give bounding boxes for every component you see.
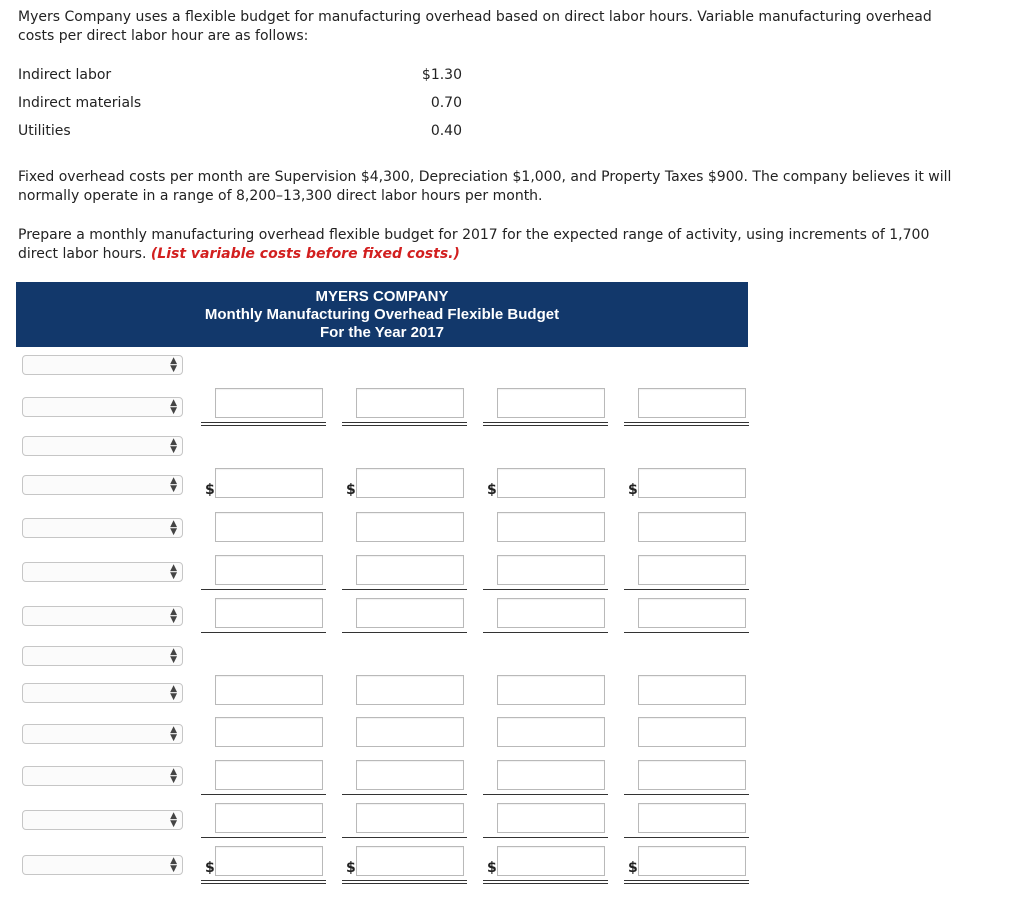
- single-underline: [483, 794, 608, 795]
- line-item-dropdown[interactable]: [22, 518, 183, 538]
- amount-input[interactable]: [215, 388, 323, 418]
- line-item-dropdown[interactable]: [22, 355, 183, 375]
- amount-input[interactable]: [497, 717, 605, 747]
- cost-row-indirect-materials: [18, 95, 478, 115]
- amount-input[interactable]: [638, 803, 746, 833]
- line-item-dropdown[interactable]: [22, 606, 183, 626]
- amount-input[interactable]: [215, 598, 323, 628]
- double-underline: [624, 422, 749, 423]
- amount-input[interactable]: [356, 803, 464, 833]
- up-down-arrows-icon: ▲ ▼: [170, 398, 177, 416]
- amount-input[interactable]: [497, 846, 605, 876]
- double-underline: [483, 425, 608, 426]
- line-item-dropdown[interactable]: [22, 436, 183, 456]
- budget-period: For the Year 2017: [320, 324, 444, 341]
- line-item-dropdown[interactable]: [22, 475, 183, 495]
- cost-row-indirect-labor: [18, 67, 478, 87]
- line-item-dropdown[interactable]: [22, 810, 183, 830]
- double-underline: [201, 880, 326, 881]
- amount-input[interactable]: [638, 598, 746, 628]
- amount-input[interactable]: [356, 717, 464, 747]
- amount-input[interactable]: [497, 555, 605, 585]
- instructions-note: (List variable costs before fixed costs.): [150, 246, 460, 262]
- amount-input[interactable]: [356, 512, 464, 542]
- amount-input[interactable]: [215, 846, 323, 876]
- line-item-dropdown[interactable]: [22, 646, 183, 666]
- single-underline: [624, 837, 749, 838]
- single-underline: [342, 794, 467, 795]
- amount-input[interactable]: [638, 760, 746, 790]
- single-underline: [624, 589, 749, 590]
- up-down-arrows-icon: ▲ ▼: [170, 476, 177, 494]
- amount-input[interactable]: [356, 598, 464, 628]
- double-underline: [342, 422, 467, 423]
- double-underline: [483, 880, 608, 881]
- instructions-main: Prepare a monthly manufacturing overhead flexible budget for 2017 for the expected range of activity, using increments of 1,700 direct labor hours.: [18, 227, 930, 262]
- amount-input[interactable]: [497, 388, 605, 418]
- dollar-sign: $: [487, 482, 497, 498]
- cost-value: $1.30: [421, 67, 462, 83]
- amount-input[interactable]: [497, 598, 605, 628]
- single-underline: [483, 837, 608, 838]
- amount-input[interactable]: [215, 512, 323, 542]
- cost-label: Indirect materials: [18, 95, 142, 111]
- double-underline: [342, 883, 467, 884]
- amount-input[interactable]: [638, 468, 746, 498]
- line-item-dropdown[interactable]: [22, 683, 183, 703]
- amount-input[interactable]: [497, 760, 605, 790]
- single-underline: [483, 589, 608, 590]
- cost-value: 0.40: [430, 123, 462, 139]
- amount-input[interactable]: [356, 760, 464, 790]
- amount-input[interactable]: [638, 388, 746, 418]
- instructions-text: [18, 226, 958, 264]
- amount-input[interactable]: [638, 717, 746, 747]
- up-down-arrows-icon: ▲ ▼: [170, 607, 177, 625]
- single-underline: [342, 632, 467, 633]
- fixed-costs-text: Fixed overhead costs per month are Supervision $4,300, Depreciation $1,000, and Property Taxes $900. The company believes it will normally operate in a range of 8,200–13,300 direct labor hours per month.: [18, 169, 952, 204]
- single-underline: [483, 632, 608, 633]
- up-down-arrows-icon: ▲ ▼: [170, 767, 177, 785]
- amount-input[interactable]: [356, 555, 464, 585]
- amount-input[interactable]: [497, 803, 605, 833]
- amount-input[interactable]: [215, 555, 323, 585]
- dollar-sign: $: [628, 860, 638, 876]
- intro-text: Myers Company uses a flexible budget for manufacturing overhead based on direct labor hours. Variable manufacturing overhead costs per direct labor hour are as follows:: [18, 9, 932, 44]
- up-down-arrows-icon: ▲ ▼: [170, 563, 177, 581]
- line-item-dropdown[interactable]: [22, 562, 183, 582]
- single-underline: [201, 837, 326, 838]
- up-down-arrows-icon: ▲ ▼: [170, 519, 177, 537]
- up-down-arrows-icon: ▲ ▼: [170, 856, 177, 874]
- line-item-dropdown[interactable]: [22, 397, 183, 417]
- up-down-arrows-icon: ▲ ▼: [170, 811, 177, 829]
- double-underline: [483, 883, 608, 884]
- line-item-dropdown[interactable]: [22, 855, 183, 875]
- double-underline: [483, 422, 608, 423]
- single-underline: [342, 589, 467, 590]
- dollar-sign: $: [487, 860, 497, 876]
- amount-input[interactable]: [215, 717, 323, 747]
- cost-row-utilities: [18, 123, 478, 143]
- up-down-arrows-icon: ▲ ▼: [170, 356, 177, 374]
- double-underline: [201, 883, 326, 884]
- amount-input[interactable]: [638, 675, 746, 705]
- budget-header-banner: [16, 282, 748, 347]
- company-name: MYERS COMPANY: [315, 288, 449, 305]
- amount-input[interactable]: [497, 512, 605, 542]
- dollar-sign: $: [346, 482, 356, 498]
- double-underline: [342, 880, 467, 881]
- cost-label: Utilities: [18, 123, 71, 139]
- amount-input[interactable]: [638, 846, 746, 876]
- up-down-arrows-icon: ▲ ▼: [170, 647, 177, 665]
- amount-input[interactable]: [497, 468, 605, 498]
- single-underline: [624, 794, 749, 795]
- dollar-sign: $: [205, 482, 215, 498]
- single-underline: [201, 589, 326, 590]
- double-underline: [201, 422, 326, 423]
- single-underline: [201, 794, 326, 795]
- dollar-sign: $: [628, 482, 638, 498]
- double-underline: [624, 425, 749, 426]
- up-down-arrows-icon: ▲ ▼: [170, 684, 177, 702]
- double-underline: [342, 425, 467, 426]
- up-down-arrows-icon: ▲ ▼: [170, 437, 177, 455]
- single-underline: [201, 632, 326, 633]
- single-underline: [342, 837, 467, 838]
- amount-input[interactable]: [638, 555, 746, 585]
- dollar-sign: $: [346, 860, 356, 876]
- cost-label: Indirect labor: [18, 67, 112, 83]
- line-item-dropdown[interactable]: [22, 766, 183, 786]
- double-underline: [624, 883, 749, 884]
- amount-input[interactable]: [215, 803, 323, 833]
- budget-title: Monthly Manufacturing Overhead Flexible Budget: [204, 306, 560, 323]
- cost-value: 0.70: [430, 95, 462, 111]
- up-down-arrows-icon: ▲ ▼: [170, 725, 177, 743]
- amount-input[interactable]: [215, 468, 323, 498]
- amount-input[interactable]: [215, 675, 323, 705]
- line-item-dropdown[interactable]: [22, 724, 183, 744]
- single-underline: [624, 632, 749, 633]
- amount-input[interactable]: [215, 760, 323, 790]
- amount-input[interactable]: [497, 675, 605, 705]
- double-underline: [201, 425, 326, 426]
- amount-input[interactable]: [356, 468, 464, 498]
- double-underline: [624, 880, 749, 881]
- amount-input[interactable]: [356, 675, 464, 705]
- amount-input[interactable]: [356, 388, 464, 418]
- amount-input[interactable]: [638, 512, 746, 542]
- dollar-sign: $: [205, 860, 215, 876]
- amount-input[interactable]: [356, 846, 464, 876]
